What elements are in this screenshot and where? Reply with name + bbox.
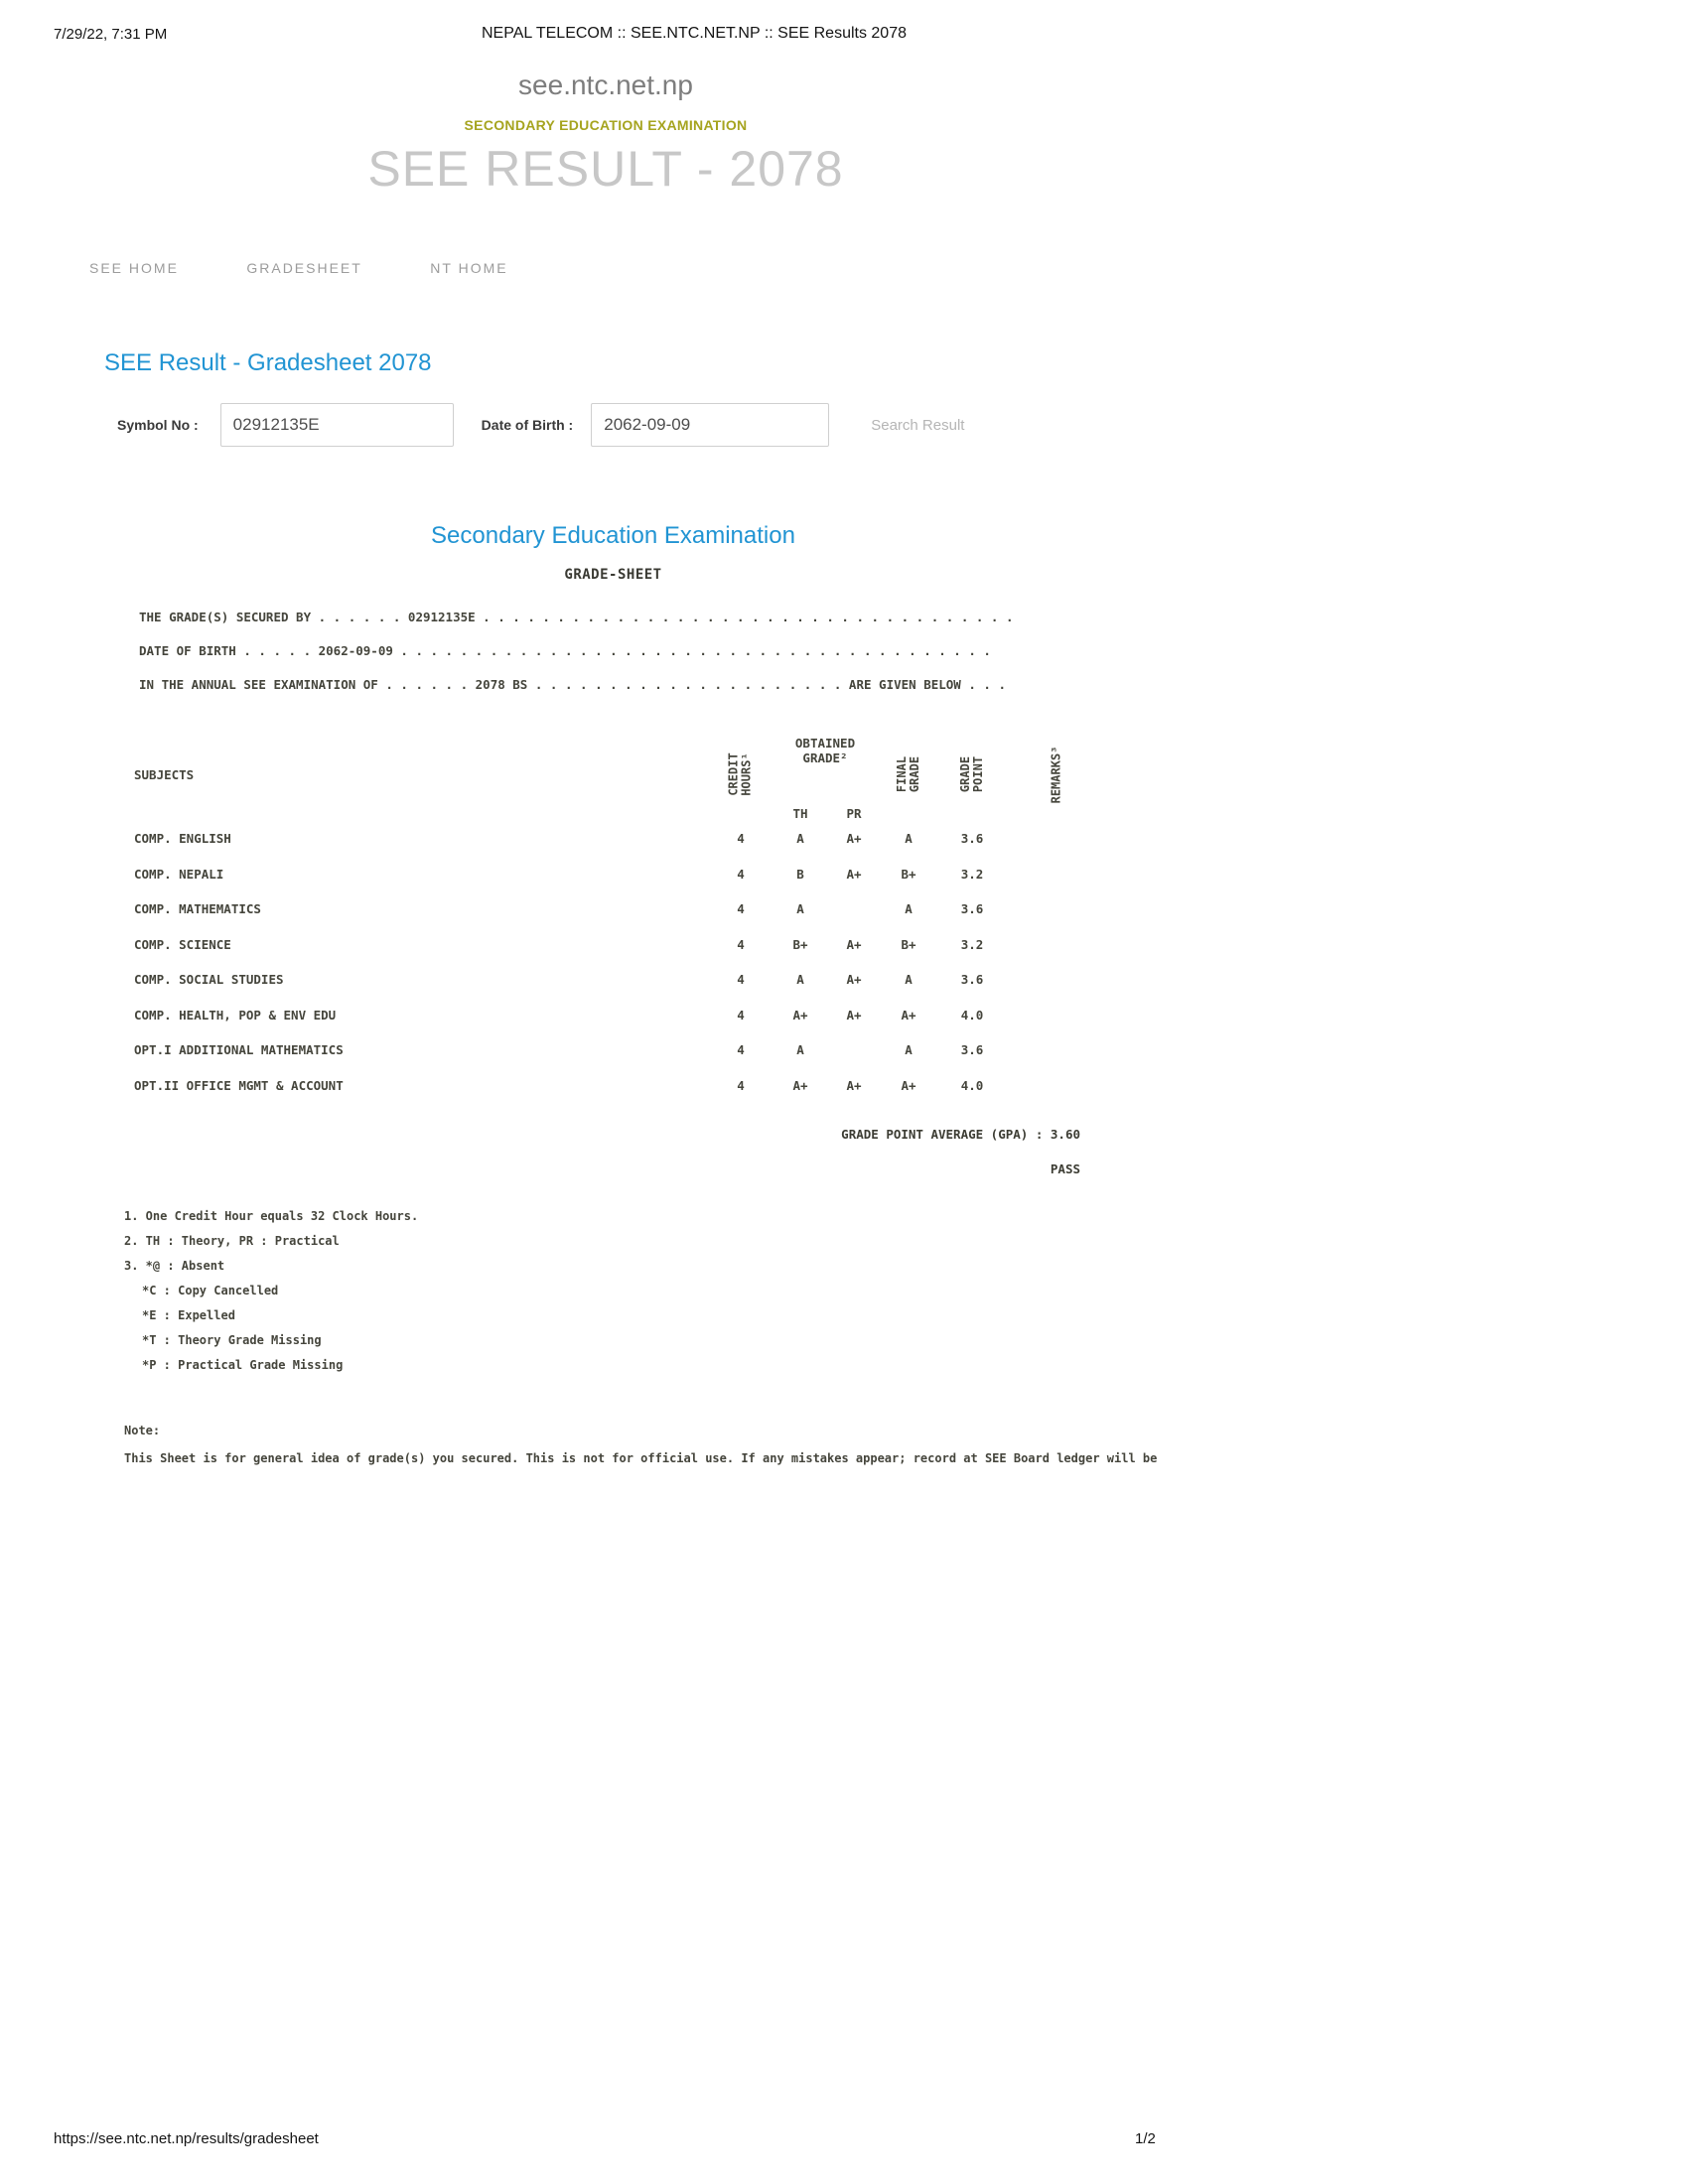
print-page-number: 1/2 (1135, 2130, 1156, 2147)
note-text: This Sheet is for general idea of grade(s) you secured. This is not for official use. If any mistakes appear; record at SEE Board ledger will be (124, 1451, 1158, 1465)
subject-cell: COMP. HEALTH, POP & ENV EDU (134, 1007, 337, 1023)
th-cell: B (796, 866, 804, 882)
footnote-theory-missing: *T : Theory Grade Missing (142, 1333, 322, 1347)
page-content (0, 0, 1211, 1465)
th-header: TH (792, 806, 808, 821)
pr-cell: A+ (846, 936, 862, 952)
subjects-header: SUBJECTS (134, 766, 195, 782)
th-cell: A+ (792, 1077, 808, 1093)
credit-cell: 4 (737, 831, 745, 847)
grades-table (119, 728, 1107, 1103)
footnotes (124, 1204, 1107, 1378)
table-row (119, 1032, 1107, 1068)
dob-input[interactable] (591, 403, 829, 447)
grade-point-cell: 3.6 (960, 901, 984, 917)
grade-point-cell: 3.6 (960, 1042, 984, 1058)
credit-cell: 4 (737, 1007, 745, 1023)
credit-hours-header-line2: HOURS¹ (739, 752, 754, 796)
grade-point-header-line2: POINT (971, 755, 985, 793)
credit-hours-header-line1: CREDIT (726, 752, 741, 796)
th-cell: A (796, 1042, 804, 1058)
gradesheet-subheading: GRADE-SHEET (564, 567, 662, 583)
section-heading: SEE Result - Gradesheet 2078 (104, 349, 432, 376)
site-title: see.ntc.net.np (518, 69, 693, 100)
final-grade-cell: A (905, 972, 913, 988)
nav-gradesheet[interactable]: GRADESHEET (246, 260, 362, 276)
pr-header: PR (846, 806, 862, 821)
credit-cell: 4 (737, 866, 745, 882)
grade-point-cell: 3.6 (960, 972, 984, 988)
main-nav (89, 260, 1211, 278)
grade-point-cell: 3.6 (960, 831, 984, 847)
th-cell: B+ (792, 936, 808, 952)
footnote-credit-hour: 1. One Credit Hour equals 32 Clock Hours. (124, 1209, 419, 1223)
th-cell: A (796, 901, 804, 917)
table-row (119, 891, 1107, 927)
table-row (119, 1068, 1107, 1104)
final-grade-cell: A (905, 831, 913, 847)
credit-cell: 4 (737, 1042, 745, 1058)
remarks-header-line1: REMARKS³ (1049, 746, 1063, 803)
grade-point-header-line1: GRADE (958, 755, 972, 793)
credit-cell: 4 (737, 901, 745, 917)
pr-cell: A+ (846, 1007, 862, 1023)
footnote-th-pr: 2. TH : Theory, PR : Practical (124, 1234, 340, 1248)
gradesheet (119, 522, 1158, 1465)
table-row (119, 821, 1107, 857)
intro-line-secured-by: THE GRADE(S) SECURED BY . . . . . . 02912135E . . . . . . . . . . . . . . . . . . . . . . . . . . . . . . . . . . . . (139, 610, 1014, 624)
intro-line-dob: DATE OF BIRTH . . . . . 2062-09-09 . . . . . . . . . . . . . . . . . . . . . . . . . . . . . . . . . . . . . . . . (139, 643, 991, 658)
footnote-copy-cancelled: *C : Copy Cancelled (142, 1284, 279, 1297)
subject-cell: COMP. SOCIAL STUDIES (134, 972, 284, 988)
print-footer-url: https://see.ntc.net.np/results/gradesheet (54, 2130, 319, 2147)
th-cell: A (796, 972, 804, 988)
footnote-practical-missing: *P : Practical Grade Missing (142, 1358, 344, 1372)
final-grade-cell: B+ (901, 866, 916, 882)
subject-cell: COMP. SCIENCE (134, 936, 231, 952)
table-row (119, 962, 1107, 998)
grade-point-cell: 3.2 (960, 866, 984, 882)
credit-cell: 4 (737, 972, 745, 988)
credit-hours-header (710, 728, 772, 821)
final-grade-cell: B+ (901, 936, 916, 952)
search-result-button[interactable]: Search Result (871, 416, 965, 434)
site-tagline: SECONDARY EDUCATION EXAMINATION (464, 117, 748, 133)
remarks-header (1006, 728, 1107, 821)
result-status: PASS (1050, 1161, 1080, 1176)
grade-point-cell: 3.2 (960, 936, 984, 952)
dob-label: Date of Birth : (481, 417, 574, 433)
nav-see-home[interactable]: SEE HOME (89, 260, 179, 276)
final-grade-cell: A+ (901, 1007, 916, 1023)
table-row (119, 927, 1107, 963)
final-grade-cell: A (905, 1042, 913, 1058)
nav-nt-home[interactable]: NT HOME (430, 260, 508, 276)
subject-cell: OPT.II OFFICE MGMT & ACCOUNT (134, 1077, 344, 1093)
print-datetime: 7/29/22, 7:31 PM (54, 26, 168, 43)
final-grade-cell: A (905, 901, 913, 917)
final-grade-header-line1: FINAL (895, 755, 909, 793)
final-grade-header-line2: GRADE (908, 755, 921, 793)
grade-point-header (938, 728, 1006, 821)
th-cell: A (796, 831, 804, 847)
page-title: SEE RESULT - 2078 (367, 141, 844, 197)
final-grade-cell: A+ (901, 1077, 916, 1093)
credit-cell: 4 (737, 936, 745, 952)
subject-cell: COMP. ENGLISH (134, 831, 231, 847)
intro-line-exam-year: IN THE ANNUAL SEE EXAMINATION OF . . . . . . 2078 BS . . . . . . . . . . . . . . . . . . . . . ARE GIVEN BELOW . . . (139, 677, 1006, 692)
footnote-expelled: *E : Expelled (142, 1308, 235, 1322)
table-row (119, 998, 1107, 1033)
subject-cell: COMP. MATHEMATICS (134, 901, 261, 917)
gpa-line: GRADE POINT AVERAGE (GPA) : 3.60 (841, 1127, 1080, 1142)
grades-table-header (119, 728, 1107, 821)
pr-cell: A+ (846, 831, 862, 847)
grade-point-cell: 4.0 (960, 1077, 984, 1093)
symbol-no-input[interactable] (220, 403, 454, 447)
gradesheet-heading: Secondary Education Examination (431, 522, 795, 549)
subject-cell: OPT.I ADDITIONAL MATHEMATICS (134, 1042, 344, 1058)
table-row (119, 857, 1107, 892)
symbol-no-label: Symbol No : (117, 417, 199, 433)
pr-cell: A+ (846, 972, 862, 988)
gradesheet-intro-lines (139, 601, 1107, 702)
obtained-grade-header (772, 728, 879, 821)
pr-cell: A+ (846, 866, 862, 882)
footnote-absent: 3. *@ : Absent (124, 1259, 225, 1273)
grade-point-cell: 4.0 (960, 1007, 984, 1023)
th-cell: A+ (792, 1007, 808, 1023)
final-grade-header (879, 728, 938, 821)
print-document-title: NEPAL TELECOM :: SEE.NTC.NET.NP :: SEE Results 2078 (482, 25, 907, 42)
obtained-grade-label: OBTAINED GRADE² (794, 736, 856, 765)
credit-cell: 4 (737, 1077, 745, 1093)
pr-cell: A+ (846, 1077, 862, 1093)
note-label: Note: (124, 1424, 161, 1437)
subject-cell: COMP. NEPALI (134, 866, 224, 882)
search-form (117, 403, 1211, 447)
